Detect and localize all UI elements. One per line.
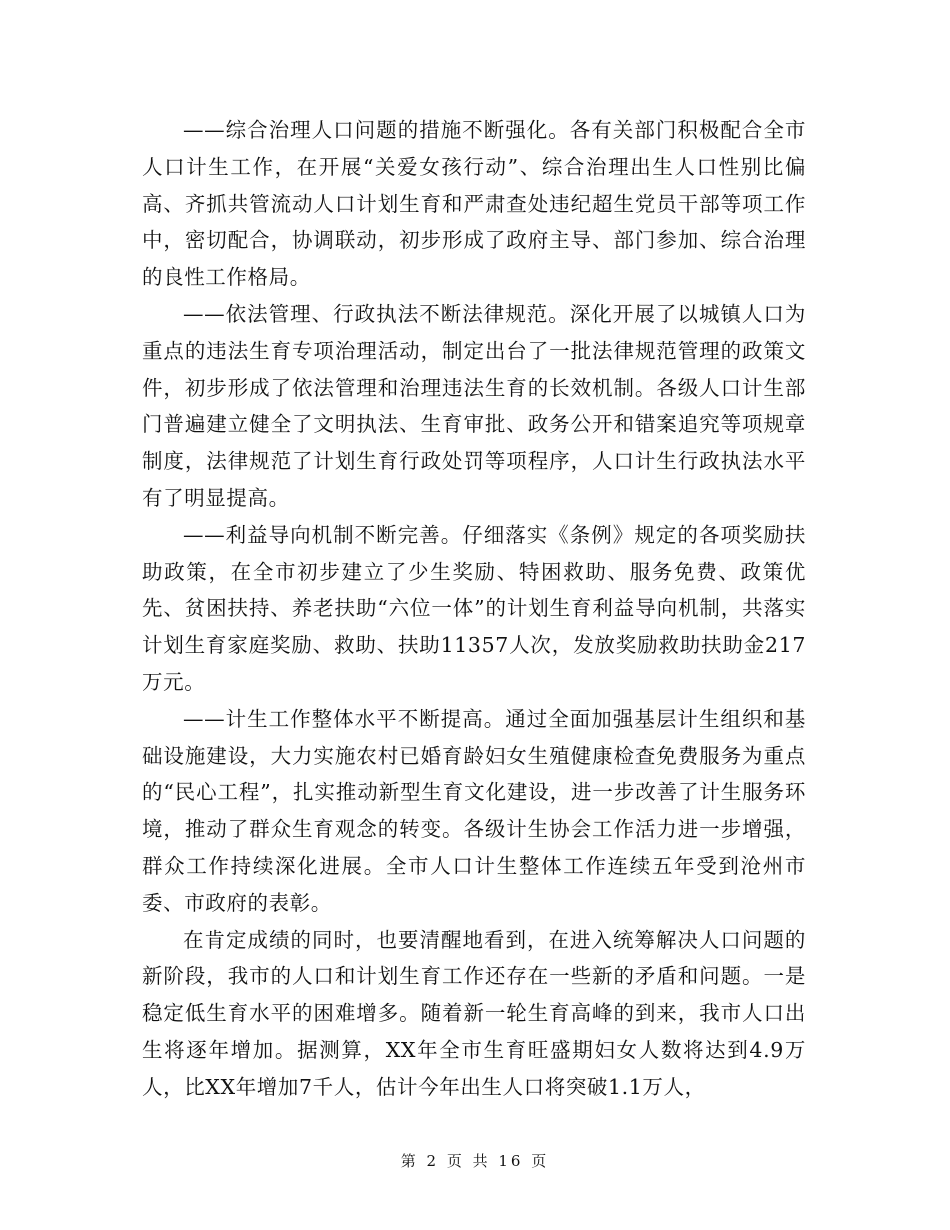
paragraph-overall-level: ——计生工作整体水平不断提高。通过全面加强基层计生组织和基础设施建设，大力实施农村已婚育龄妇女生殖健康检查免费服务为重点的“民心工程”，扎实推动新型生育文化建设，进一步改善了计生服务环境，推动了群众生育观念的转变。各级计生协会工作活力进一步增强，群众工作持续深化进展。全市人口计生整体工作连续五年受到沧州市委、市政府的表彰。 — [142, 706, 806, 915]
paragraph-problems: 在肯定成绩的同时，也要清醒地看到，在进入统筹解决人口问题的新阶段，我市的人口和计划生育工作还存在一些新的矛盾和问题。一是稳定低生育水平的困难增多。随着新一轮生育高峰的到来，我市人口出生将逐年增加。据测算，XX年全市生育旺盛期妇女人数将达到4.9万人，比XX年增加7千人，估计今年出生人口将突破1.1万人， — [142, 927, 806, 1099]
paragraph-incentive-mechanism: ——利益导向机制不断完善。仔细落实《条例》规定的各项奖励扶助政策，在全市初步建立了少生奖励、特困救助、服务免费、政策优先、贫困扶持、养老扶助“六位一体”的计划生育利益导向机制，共落实计划生育家庭奖励、救助、扶助11357人次，发放奖励救助扶助金217万元。 — [142, 522, 806, 694]
body-text — [142, 112, 806, 1106]
page-number-footer: 第 2 页 共 16 页 — [400, 1152, 550, 1170]
paragraph-comprehensive-governance: ——综合治理人口问题的措施不断强化。各有关部门积极配合全市人口计生工作，在开展“关爱女孩行动”、综合治理出生人口性别比偏高、齐抓共管流动人口计划生育和严肃查处违纪超生党员干部等项工作中，密切配合，协调联动，初步形成了政府主导、部门参加、综合治理的良性工作格局。 — [142, 118, 806, 290]
paragraph-law-enforcement: ——依法管理、行政执法不断法律规范。深化开展了以城镇人口为重点的违法生育专项治理活动，制定出台了一批法律规范管理的政策文件，初步形成了依法管理和治理违法生育的长效机制。各级人口计生部门普遍建立健全了文明执法、生育审批、政务公开和错案追究等项规章制度，法律规范了计划生育行政处罚等项程序，人口计生行政执法水平有了明显提高。 — [142, 301, 806, 510]
